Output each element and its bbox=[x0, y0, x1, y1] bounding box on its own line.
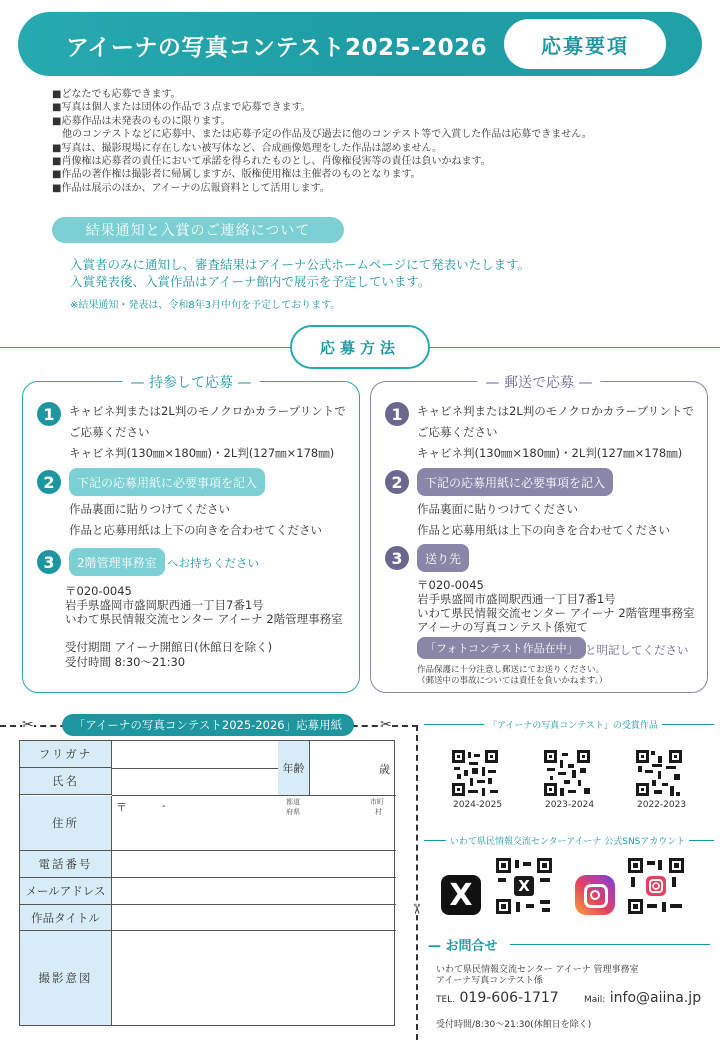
work-title-label: 作品タイトル bbox=[20, 905, 112, 931]
rules-list bbox=[52, 88, 712, 195]
city-label: 村 bbox=[375, 808, 382, 816]
reception-hours: 受付時間 8:30～21:30 bbox=[65, 655, 186, 669]
notice-note: ※結果通知・発表は、令和8年3月中旬を予定しております。 bbox=[70, 300, 341, 311]
form-line bbox=[112, 768, 278, 769]
form-line bbox=[112, 850, 396, 851]
pref-label: 府県 bbox=[286, 808, 300, 816]
step-number: 3 bbox=[37, 550, 61, 574]
qr-code-icon[interactable] bbox=[496, 858, 552, 914]
instagram-logo-icon[interactable] bbox=[575, 875, 615, 915]
rule-item: ■写真は、撮影現場に存在しない被写体など、合成画像処理をした作品は認めません。 bbox=[52, 142, 443, 154]
address: いわて県民情報交流センター アイーナ 2階管理事務室 bbox=[417, 606, 695, 620]
notice-line: 入賞発表後、入賞作品はアイーナ館内で展示を予定しています。 bbox=[70, 274, 431, 289]
qr-label: 2024-2025 bbox=[453, 800, 503, 810]
cut-line bbox=[416, 725, 418, 1040]
address: 岩手県盛岡市盛岡駅西通一丁目7番1号 bbox=[65, 598, 264, 612]
age-label: 年齢 bbox=[278, 741, 310, 795]
contact-org: いわて県民情報交流センター アイーナ 管理事務室 bbox=[436, 965, 639, 975]
step-number: 3 bbox=[385, 546, 409, 570]
step-tag: 下記の応募用紙に必要事項を記入 bbox=[69, 468, 265, 496]
address: いわて県民情報交流センター アイーナ 2階管理事務室 bbox=[65, 612, 343, 626]
furigana-label: フリガナ bbox=[20, 741, 112, 768]
rule-item: ■作品は展示のほか、アイーナの広報資料として活用します。 bbox=[52, 182, 330, 194]
method-heading: 応募方法 bbox=[290, 325, 430, 369]
address: 岩手県盛岡市盛岡駅西通一丁目7番1号 bbox=[417, 592, 616, 606]
form-line bbox=[112, 795, 396, 796]
phone-label: 電話番号 bbox=[20, 851, 112, 878]
notice-line: 入賞者のみに通知し、審査結果はアイーナ公式ホームページにて発表いたします。 bbox=[70, 257, 531, 272]
reception-period: 受付期間 アイーナ開館日(休館日を除く) bbox=[65, 640, 273, 654]
address: アイーナの写真コンテスト係宛て bbox=[417, 620, 589, 634]
step-text: キャビネ判(130㎜×180㎜)・2L判(127㎜×178㎜) bbox=[69, 446, 335, 460]
name-label: 氏名 bbox=[20, 768, 112, 795]
step-text: 作品裏面に貼りつけてください bbox=[417, 502, 578, 516]
postal-code: 〒020-0045 bbox=[417, 578, 484, 592]
step-text: ご応募ください bbox=[69, 425, 150, 439]
notice-text bbox=[70, 256, 530, 290]
rule-item: ■どなたでも応募できます。 bbox=[52, 89, 181, 100]
qr-code-icon[interactable] bbox=[636, 750, 682, 796]
contact-heading: — お問合せ bbox=[428, 939, 498, 954]
form-title: 「アイーナの写真コンテスト2025-2026」応募用紙 bbox=[62, 714, 354, 736]
x-logo-icon[interactable]: X bbox=[441, 875, 481, 915]
qr-label: 2022-2023 bbox=[637, 800, 687, 810]
contact-phone[interactable]: TEL. 019-606-1717 bbox=[436, 990, 559, 1006]
page-title: アイーナの写真コンテスト2025-2026 bbox=[66, 35, 488, 61]
city-label: 市町 bbox=[370, 798, 384, 806]
mail-note: 作品保護に十分注意し郵送にてお送りください。 bbox=[417, 665, 605, 675]
divider bbox=[510, 944, 710, 945]
step-text: キャビネ判(130㎜×180㎜)・2L判(127㎜×178㎜) bbox=[417, 446, 683, 460]
winners-heading: 「アイーナの写真コンテスト」の受賞作品 bbox=[484, 718, 662, 731]
age-unit: 歳 bbox=[379, 763, 390, 776]
step-text: と明記してください bbox=[585, 643, 689, 657]
scissors-icon: ✂ bbox=[22, 717, 34, 733]
rule-item: ■応募作品は未発表のものに限ります。 bbox=[52, 115, 231, 127]
by-mail-title: — 郵送で応募 — bbox=[478, 372, 601, 392]
form-line bbox=[112, 904, 396, 905]
step-text: ご応募ください bbox=[417, 425, 498, 439]
intent-label: 撮影意図 bbox=[20, 931, 112, 1025]
step-text: キャビネ判または2L判のモノクロかカラープリントで bbox=[69, 404, 346, 418]
form-line bbox=[112, 930, 396, 931]
rule-item: ■写真は個人または団体の作品で３点まで応募できます。 bbox=[52, 102, 311, 114]
step-text: 作品と応募用紙は上下の向きを合わせてください bbox=[417, 523, 670, 537]
step-tag: 下記の応募用紙に必要事項を記入 bbox=[417, 468, 613, 496]
pref-label: 都道 bbox=[286, 798, 300, 806]
contact-email[interactable]: Mail: info@aiina.jp bbox=[584, 990, 702, 1006]
step-number: 1 bbox=[37, 402, 61, 426]
in-person-box bbox=[22, 375, 360, 693]
contact-hours: 受付時間/8:30～21:30(休館日を除く) bbox=[436, 1020, 592, 1030]
postal-code: 〒020-0045 bbox=[65, 584, 132, 598]
scissors-icon: ✂ bbox=[407, 903, 424, 915]
postal-dash: - bbox=[162, 801, 166, 812]
mail-note: （郵送中の事故については責任を負いかねます。） bbox=[417, 676, 608, 686]
rule-item: ■肖像権は応募者の責任において承諾を得られたものとし、肖像権侵害等の責任は負いかねます。 bbox=[52, 156, 491, 168]
notice-heading: 結果通知と入賞のご連絡について bbox=[52, 217, 344, 243]
address-label: 住所 bbox=[20, 796, 112, 851]
qr-label: 2023-2024 bbox=[545, 800, 595, 810]
postal-mark: 〒 bbox=[116, 801, 127, 814]
rule-item: 他のコンテストなどに応募中、または応募予定の作品及び過去に他のコンテスト等で入賞した作品は応募できません。 bbox=[52, 129, 592, 141]
email-label: メールアドレス bbox=[20, 878, 112, 905]
qr-code-icon[interactable] bbox=[628, 858, 684, 914]
step-number: 2 bbox=[37, 470, 61, 494]
step-number: 2 bbox=[385, 470, 409, 494]
step-tag: 送り先 bbox=[417, 544, 469, 572]
qr-code-icon[interactable] bbox=[452, 750, 498, 796]
contact-org: アイーナ写真コンテスト係 bbox=[436, 976, 543, 986]
header-badge: 応募要項 bbox=[504, 19, 666, 69]
qr-code-icon[interactable] bbox=[544, 750, 590, 796]
sns-heading: いわて県民情報交流センターアイーナ 公式SNSアカウント bbox=[446, 834, 689, 847]
form-line bbox=[112, 877, 396, 878]
rule-item: ■作品の著作権は撮影者に帰属しますが、版権使用権は主催者のものとなります。 bbox=[52, 169, 421, 181]
step-tag: 2階管理事務室 bbox=[69, 548, 165, 576]
step-text: 作品裏面に貼りつけてください bbox=[69, 502, 230, 516]
in-person-title: — 持参して応募 — bbox=[123, 372, 260, 392]
step-text: へお持ちください bbox=[167, 556, 259, 570]
step-number: 1 bbox=[385, 402, 409, 426]
entry-form bbox=[19, 740, 395, 1026]
by-mail-box bbox=[370, 375, 708, 693]
svg-text:X: X bbox=[518, 877, 530, 895]
mark-tag: 「フォトコンテスト作品在中」 bbox=[417, 637, 586, 659]
scissors-icon: ✂ bbox=[380, 717, 392, 733]
step-text: 作品と応募用紙は上下の向きを合わせてください bbox=[69, 523, 322, 537]
step-text: キャビネ判または2L判のモノクロかカラープリントで bbox=[417, 404, 694, 418]
header-banner bbox=[18, 12, 702, 76]
